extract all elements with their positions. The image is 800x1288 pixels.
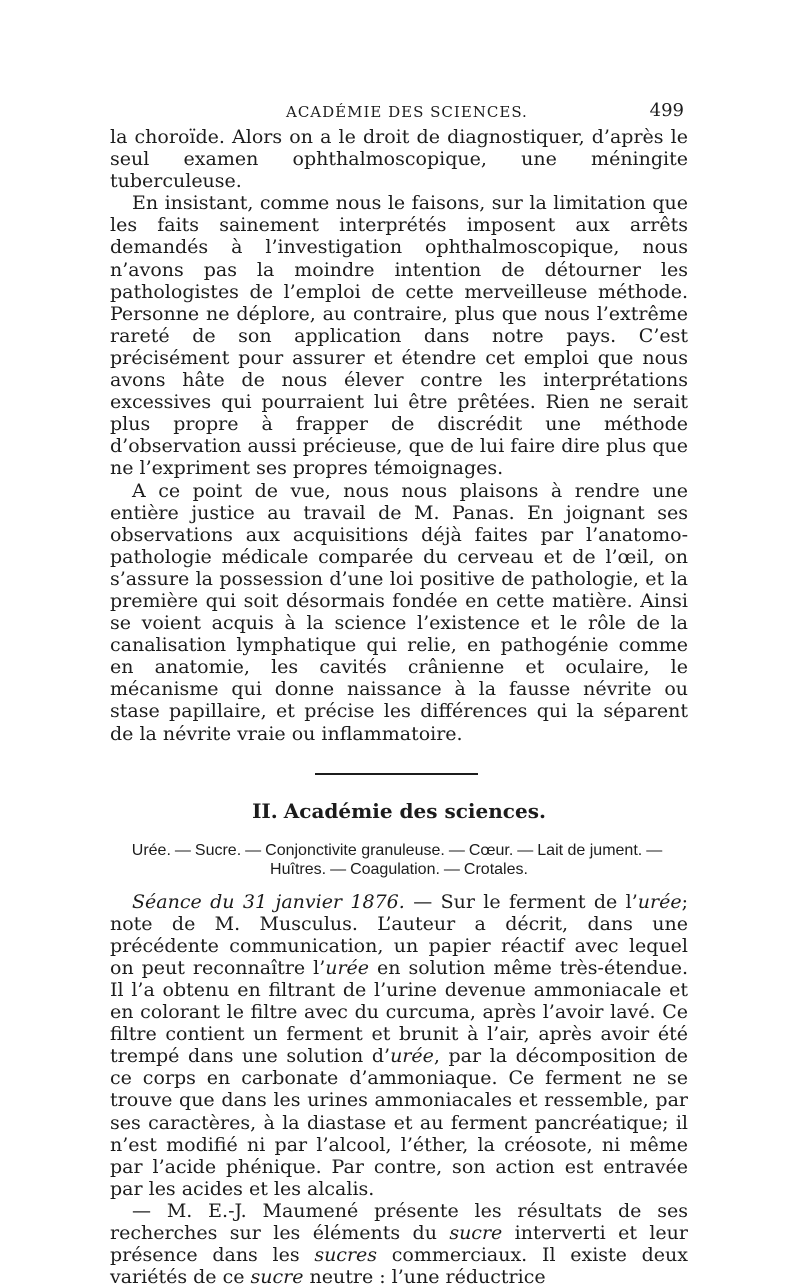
topic-line-2 [110, 860, 688, 879]
body-text [110, 126, 688, 1288]
topic-item: Crotales. [463, 860, 528, 878]
maumene-paragraph [110, 1200, 688, 1288]
topic-item: Sucre. [194, 841, 242, 859]
topic-separator: — [448, 841, 465, 859]
topic-separator: — [517, 841, 534, 859]
page-number: 499 [649, 100, 684, 121]
term-uree: urée [325, 956, 370, 979]
topic-separator: — [330, 860, 347, 878]
maumene-text: interverti et leur présence dans les [110, 1222, 688, 1267]
paragraph-1: la choroïde. Alors on a le droit de diagnostiquer, d’après le seul examen ophthalmoscopique, une méningite tuberculeuse. [110, 126, 688, 193]
term-uree: urée [637, 890, 682, 913]
term-sucre: sucre [250, 1266, 304, 1288]
topic-item: Lait de jument. [537, 841, 643, 859]
topic-separator: — [646, 841, 663, 859]
maumene-text: commerciaux. Il existe deux variétés de ce [110, 1244, 688, 1288]
seance-text: , par la décomposition de ce corps en carbonate d’ammoniaque. Ce ferment ne se trouve que dans les urines ammoniacales et ressemble, par ses caractères, à la diastase et au ferment pancréatique; il n’est modifié ni par l’alcool, l’éther, la créosote, ni même par l’acide phénique. Par contre, son action est entravée par les acides et les alcalis. [110, 1045, 688, 1200]
topic-item: Coagulation. [350, 860, 440, 878]
divider [110, 745, 688, 799]
topic-separator: — [174, 841, 191, 859]
horizontal-rule [315, 773, 478, 775]
seance-text: en solution même très-étendue. Il l’a obtenu en filtrant de l’urine devenue ammoniacale et en colorant le filtre avec du curcuma, après l’avoir lavé. Ce filtre contient un ferment et brunit à l’air, après avoir été trempé dans une solution d’ [110, 956, 688, 1068]
section-number: II. [252, 798, 278, 823]
seance-text: Sur le ferment de l’ [440, 890, 638, 913]
topic-item: Huîtres. [270, 860, 327, 878]
dash: — [413, 890, 433, 913]
paragraph-2: En insistant, comme nous le faisons, sur la limitation que les faits sainement interprétés imposent aux arrêts demandés à l’investigation ophthalmoscopique, nous n’avons pas la moindre intention de détourner les pathologistes de l’emploi de cette merveilleuse méthode. Personne ne déplore, au contraire, plus que nous l’extrême rareté de son application dans notre pays. C’est précisément pour assurer et étendre cet emploi que nous avons hâte de nous élever contre les interprétations excessives qui pourraient lui être prêtées. Rien ne serait plus propre à frapper de discrédit une méthode d’observation aussi précieuse, que de lui faire dire plus que ne l’expriment ses propres témoignages. [110, 192, 688, 480]
section-title: Académie des sciences. [283, 798, 546, 823]
topic-item: Conjonctivite granuleuse. [265, 841, 445, 859]
section-heading [110, 799, 688, 823]
term-sucres: sucres [314, 1244, 378, 1267]
topic-item: Urée. [131, 841, 171, 859]
running-header [110, 100, 684, 124]
running-title: ACADÉMIE DES SCIENCES. [286, 103, 528, 121]
topic-separator: — [245, 841, 262, 859]
maumene-text: neutre : l’une réductrice [303, 1266, 546, 1288]
term-sucre: sucre [449, 1222, 503, 1245]
topic-separator: — [443, 860, 460, 878]
topic-line-1 [110, 841, 688, 860]
maumene-text: — M. E.-J. Maumené présente les résultats de ses recherches sur les éléments du [110, 1199, 688, 1245]
topic-summary [110, 841, 688, 879]
term-uree: urée [390, 1045, 434, 1068]
topic-item: Cœur. [468, 841, 514, 859]
seance-date: Séance du 31 janvier 1876. [132, 890, 405, 913]
paragraph-3: A ce point de vue, nous nous plaisons à rendre une entière justice au travail de M. Panas. En joignant ses observations aux acquisitions déjà faites par l’anatomo-pathologie médicale comparée du cerveau et de l’œil, on s’assure la possession d’une loi positive de pathologie, et la première qui soit désormais fondée en cette matière. Ainsi se voient acquis à la science l’existence et le rôle de la canalisation lymphatique qui relie, en pathogénie comme en anatomie, les cavités crânienne et oculaire, le mécanisme qui donne naissance à la fausse névrite ou stase papillaire, et précise les différences qui la séparent de la névrite vraie ou inflammatoire. [110, 479, 688, 745]
seance-text: ; note de M. Musculus. L’auteur a décrit, dans une précédente communication, un papier réactif avec lequel on peut reconnaître l’ [110, 890, 688, 979]
seance-paragraph [110, 891, 688, 1200]
